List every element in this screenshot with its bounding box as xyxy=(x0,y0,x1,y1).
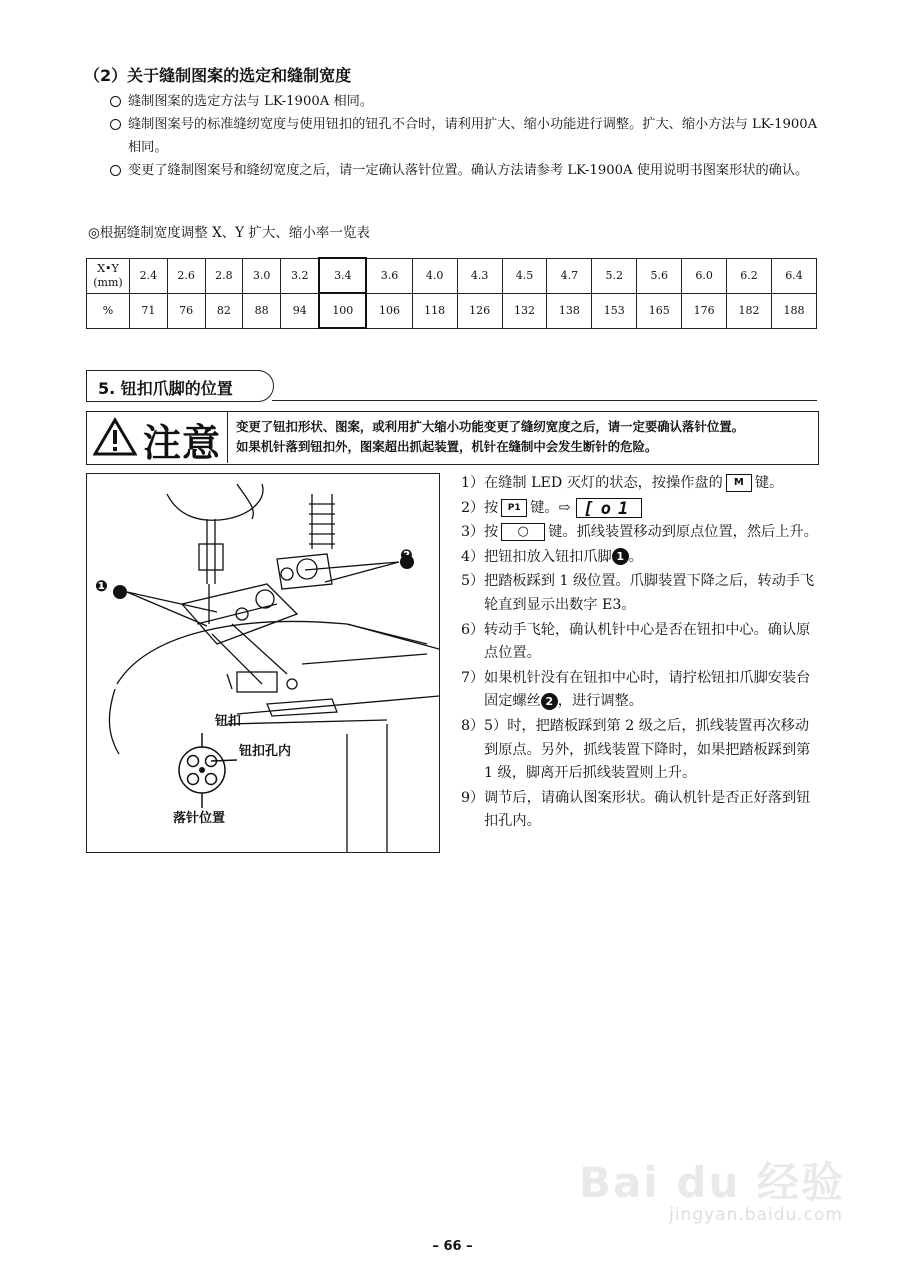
section-2-title: （2）关于缝制图案的选定和缝制宽度 xyxy=(84,66,352,85)
watermark-url: jingyan.baidu.com xyxy=(669,1205,843,1225)
table-cell-width: 3.4 xyxy=(319,258,366,293)
step-2: 2） 按 P1 键。⇨ [o1 xyxy=(461,497,821,521)
bullet-item: 缝制图案号的标准缝纫宽度与使用钮扣的钮孔不合时，请利用扩大、缩小功能进行调整。扩大、缩小方法与 LK-1900A 相同。 xyxy=(110,113,822,159)
table-cell-percent: 132 xyxy=(502,293,547,328)
table-cell-width: 6.0 xyxy=(682,258,727,293)
step-3: 3） 按 ○ 键。抓线装置移动到原点位置，然后上升。 xyxy=(461,524,818,541)
table-cell-percent: 153 xyxy=(592,293,637,328)
table-cell-percent: 165 xyxy=(637,293,682,328)
circle-bullet-icon xyxy=(110,165,121,176)
caution-text: 变更了钮扣形状、图案，或利用扩大缩小功能变更了缝纫宽度之后，请一定要确认落针位置。 如果机针落到钮扣外，图案超出抓起装置，机针在缝制中会发生断针的危险。 xyxy=(236,419,745,454)
table-cell-width: 6.2 xyxy=(727,258,772,293)
p1-key-icon: P1 xyxy=(501,499,527,517)
step-4: 4） 把钮扣放入钮扣爪脚 1 。 xyxy=(461,548,643,565)
section-5-title: 5. 钮扣爪脚的位置 xyxy=(98,379,233,398)
step-5: 5） 把踏板踩到 1 级位置。爪脚装置下降之后，转动手飞轮直到显示出数字 E3。 xyxy=(461,573,815,613)
table-cell-width: 2.4 xyxy=(130,258,168,293)
table-cell-width: 4.7 xyxy=(547,258,592,293)
table-cell-percent: 182 xyxy=(727,293,772,328)
table-cell-width: 4.5 xyxy=(502,258,547,293)
table-cell-width: 5.2 xyxy=(592,258,637,293)
step-7: 7） 如果机针没有在钮扣中心时，请拧松钮扣爪脚安装台固定螺丝 2 ，进行调整。 xyxy=(461,669,811,710)
table-cell-percent: 76 xyxy=(167,293,205,328)
step-9: 9） 调节后，请确认图案形状。确认机针是否正好落到钮扣孔内。 xyxy=(461,789,811,830)
callout-1-marker: 1 xyxy=(612,548,629,565)
warning-triangle-icon xyxy=(93,417,137,457)
table-cell-percent: 188 xyxy=(771,293,816,328)
step-6: 6） 转动手飞轮，确认机针中心是否在钮扣中心。确认原点位置。 xyxy=(461,621,811,662)
table-row-percents xyxy=(87,293,817,328)
table-cell-width: 4.0 xyxy=(412,258,457,293)
figure-box xyxy=(86,473,440,853)
circle-bullet-icon xyxy=(110,119,121,130)
table-cell-width: 3.6 xyxy=(366,258,412,293)
table-cell-width: 4.3 xyxy=(457,258,502,293)
page-number: – 66 – xyxy=(432,1239,473,1254)
ratio-table xyxy=(86,257,817,329)
bullet-item: 变更了缝制图案号和缝纫宽度之后，请一定确认落针位置。确认方法请参考 LK-1900A 使用说明书图案形状的确认。 xyxy=(110,159,822,182)
table-cell-width: 6.4 xyxy=(771,258,816,293)
circle-bullet-icon xyxy=(110,96,121,107)
label-button: 钮扣 xyxy=(215,714,242,729)
table-cell-width: 3.2 xyxy=(281,258,320,293)
step-1: 1） 在缝制 LED 灭灯的状态，按操作盘的 M 键。 xyxy=(461,475,784,491)
table-cell-percent: 71 xyxy=(130,293,168,328)
label-button-hole: 钮扣孔内 xyxy=(239,744,292,759)
step-8: 8） 5）时，把踏板踩到第 2 级之后，抓线装置再次移动到原点。另外，抓线装置下降时，如果把踏板踩到第 1 级，脚离开后抓线装置则上升。 xyxy=(461,717,811,782)
table-cell-percent: 100 xyxy=(319,293,366,328)
table-cell-percent: 106 xyxy=(366,293,412,328)
watermark-brand: Bai du 经验 xyxy=(579,1158,845,1207)
table-cell-width: 2.8 xyxy=(205,258,243,293)
table-cell-width: 2.6 xyxy=(167,258,205,293)
table-cell-percent: 176 xyxy=(682,293,727,328)
table-row-widths xyxy=(87,258,817,293)
button-clamp-illustration xyxy=(87,474,439,852)
bullet-item: 缝制图案的选定方法与 LK-1900A 相同。 xyxy=(110,90,822,113)
table-cell-percent: 138 xyxy=(547,293,592,328)
section-divider xyxy=(272,400,817,401)
m-key-icon: M xyxy=(726,474,752,492)
table-cell-width: 3.0 xyxy=(243,258,281,293)
table-cell-width: 5.6 xyxy=(637,258,682,293)
table-cell-percent: 82 xyxy=(205,293,243,328)
callout-2-marker: 2 xyxy=(541,693,558,710)
return-key-icon: ○ xyxy=(501,523,545,541)
table-cell-percent: 118 xyxy=(412,293,457,328)
callout-1: ❶ xyxy=(95,577,108,595)
table-head-cell: X•Y (mm) xyxy=(87,258,130,293)
callout-2: ❷ xyxy=(400,546,413,564)
table-cell-percent: 88 xyxy=(243,293,281,328)
table-cell-percent: 126 xyxy=(457,293,502,328)
lcd-display: [o1 xyxy=(576,498,642,518)
table-head-cell: % xyxy=(87,293,130,328)
label-needle-position: 落针位置 xyxy=(173,811,226,826)
caution-word: 注意 xyxy=(143,421,222,465)
procedure-steps xyxy=(461,472,821,835)
bullet-list xyxy=(110,90,822,182)
table-title: ◎根据缝制宽度调整 X、Y 扩大、缩小率一览表 xyxy=(88,225,370,241)
table-cell-percent: 94 xyxy=(281,293,320,328)
